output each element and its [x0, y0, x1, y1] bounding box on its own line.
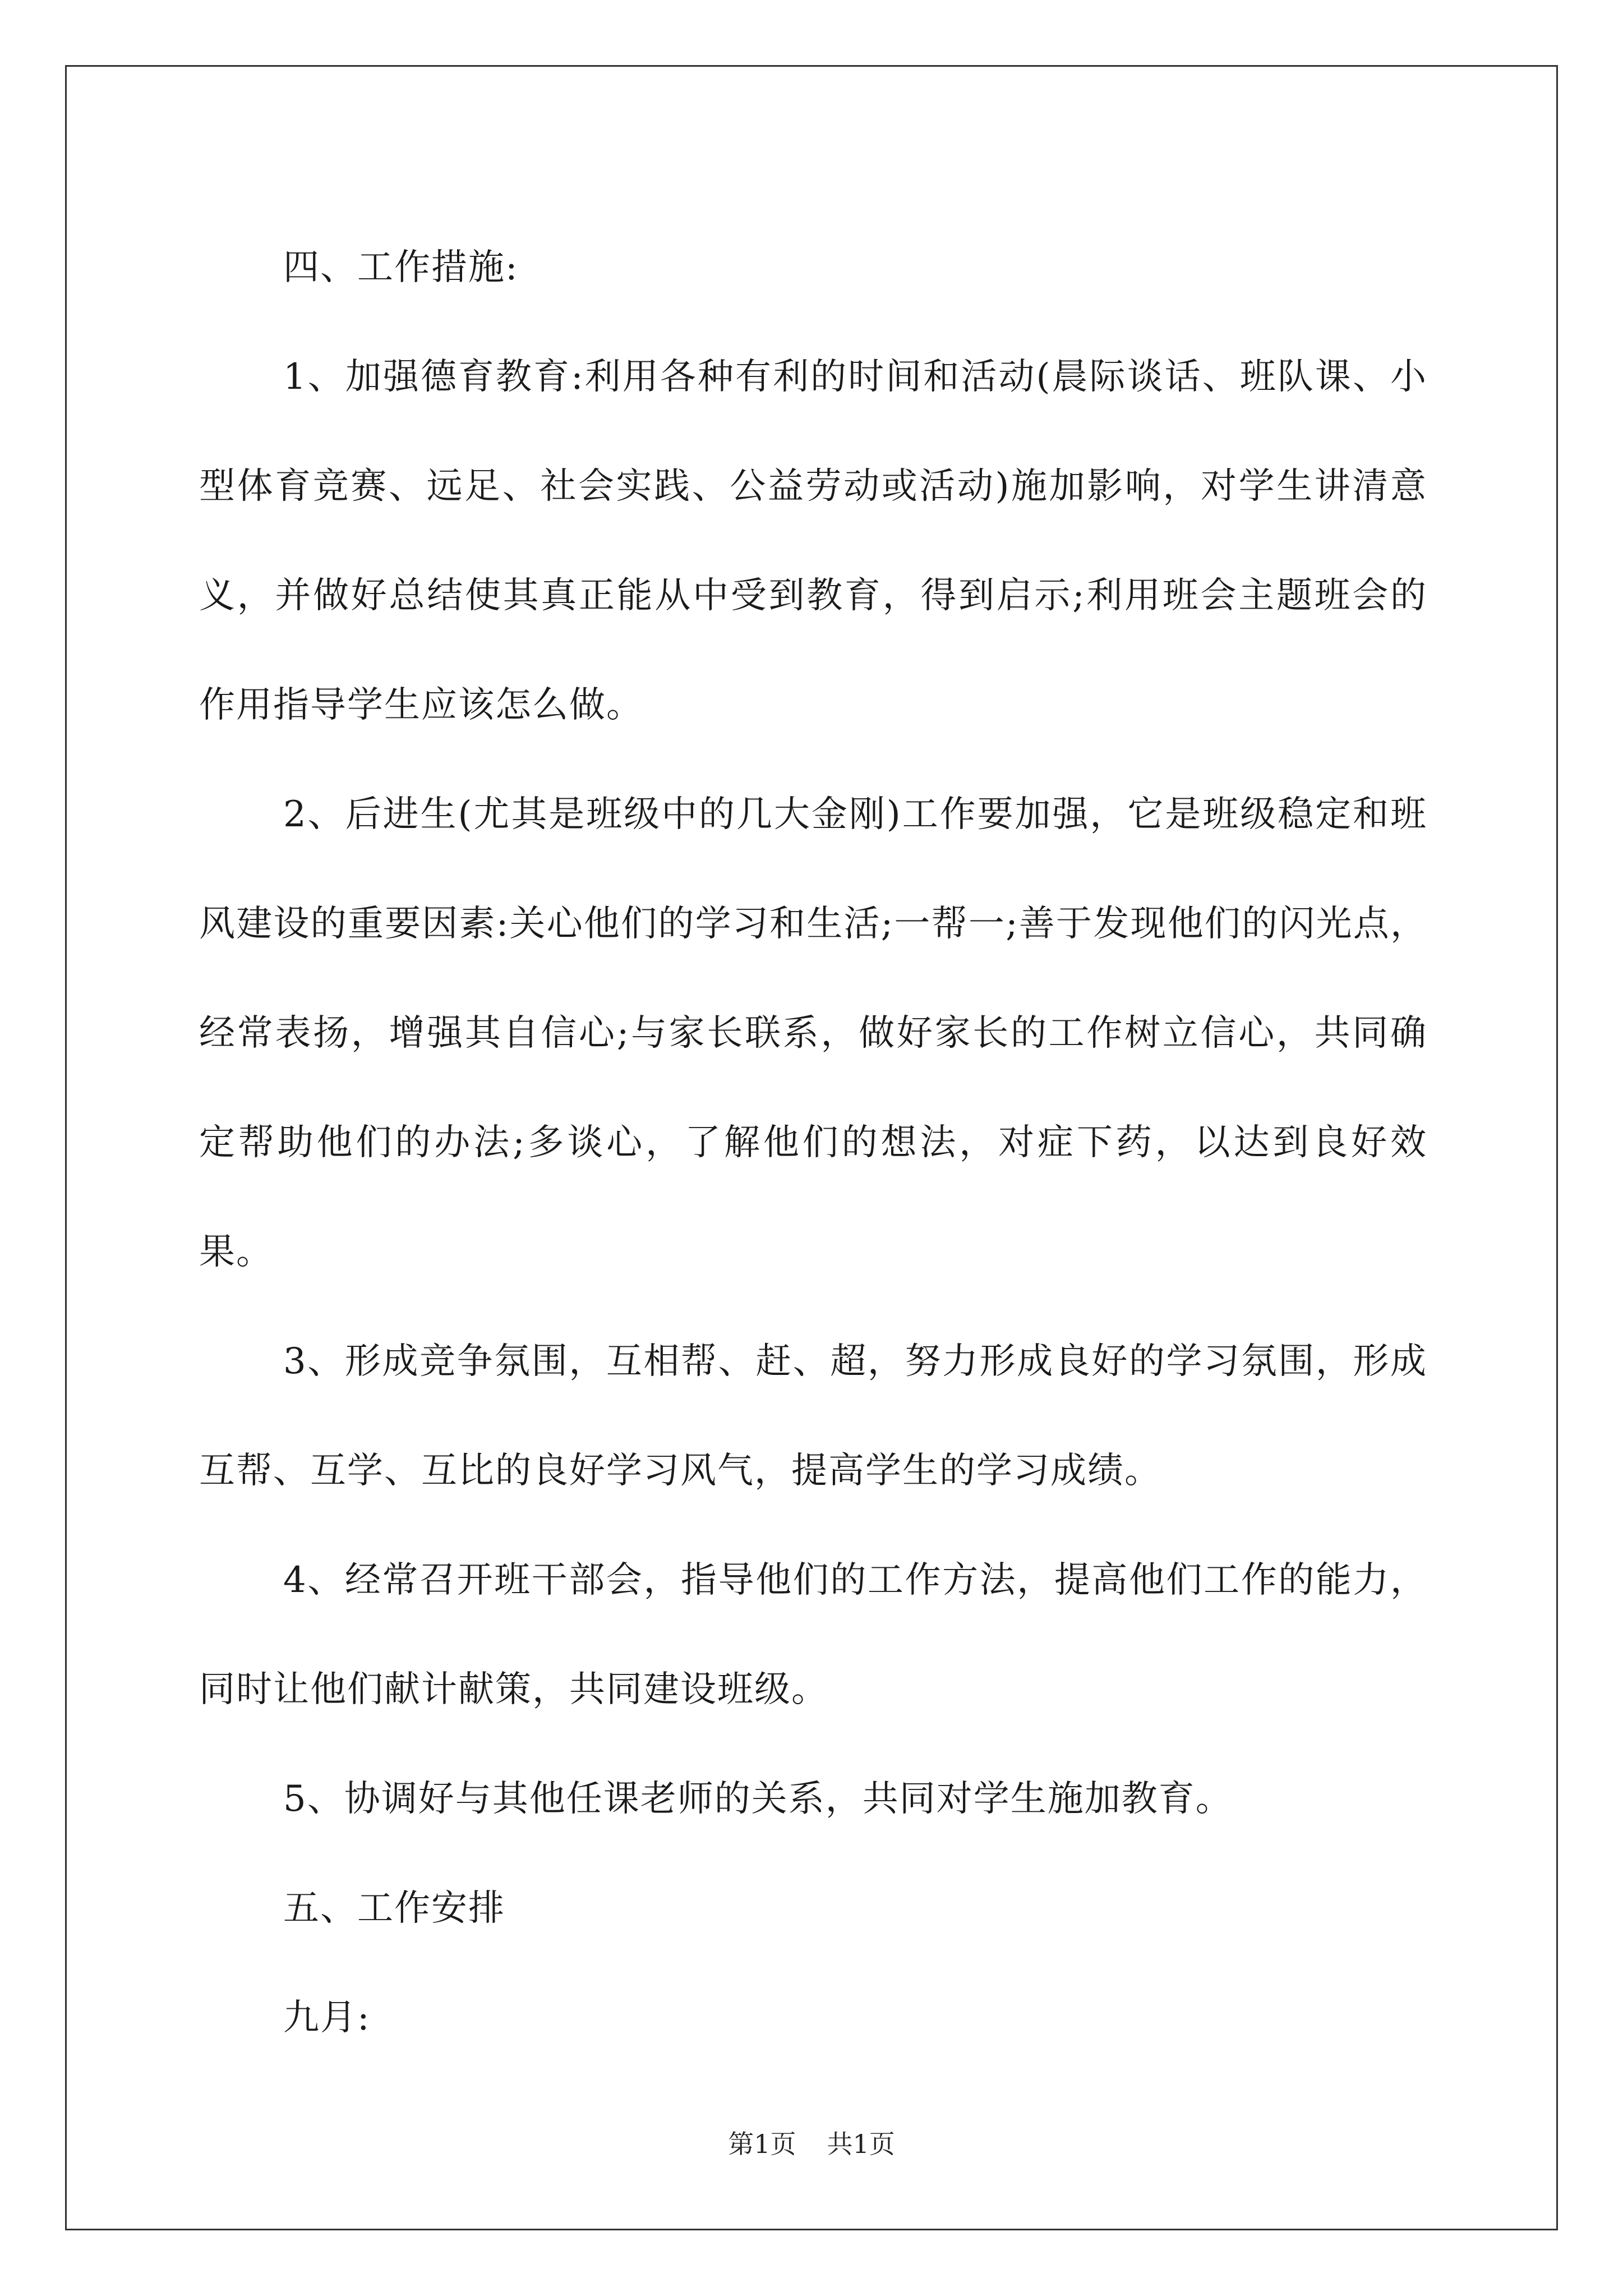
- paragraph-competition: 3、形成竞争氛围，互相帮、赶、超，努力形成良好的学习氛围，形成互帮、互学、互比的良好学习风气，提高学生的学习成绩。: [199, 1341, 1427, 1492]
- paragraph-class-cadres: 4、经常召开班干部会，指导他们的工作方法，提高他们工作的能力，同时让他们献计献策，共同建设班级。: [199, 1559, 1427, 1710]
- section-heading-schedule: 五、工作安排: [283, 1888, 505, 1929]
- section-heading-measures: 四、工作措施:: [283, 247, 519, 288]
- page-footer: [0, 2127, 1623, 2161]
- paragraph-underperforming-students: 2、后进生(尤其是班级中的几大金刚)工作要加强，它是班级稳定和班风建设的重要因素:关心他们的学习和生活;一帮一;善于发现他们的闪光点，经常表扬，增强其自信心;与家长联系，做好家长的工作树立信心，共同确定帮助他们的办法;多谈心，了解他们的想法，对症下药，以达到良好效果。: [199, 794, 1427, 1273]
- paragraph-teacher-coordination: 5、协调好与其他任课老师的关系，共同对学生施加教育。: [283, 1778, 1233, 1820]
- page-total: 共1页: [827, 2129, 895, 2159]
- paragraph-moral-education: 1、加强德育教育:利用各种有利的时间和活动(晨际谈话、班队课、小型体育竞赛、远足、社会实践、公益劳动或活动)施加影响，对学生讲清意义，并做好总结使其真正能从中受到教育，得到启示;利用班会主题班会的作用指导学生应该怎么做。: [199, 356, 1427, 726]
- schedule-month-september: 九月:: [283, 1997, 371, 2039]
- document-body: [199, 213, 1427, 2073]
- page-number: 第1页: [728, 2129, 796, 2159]
